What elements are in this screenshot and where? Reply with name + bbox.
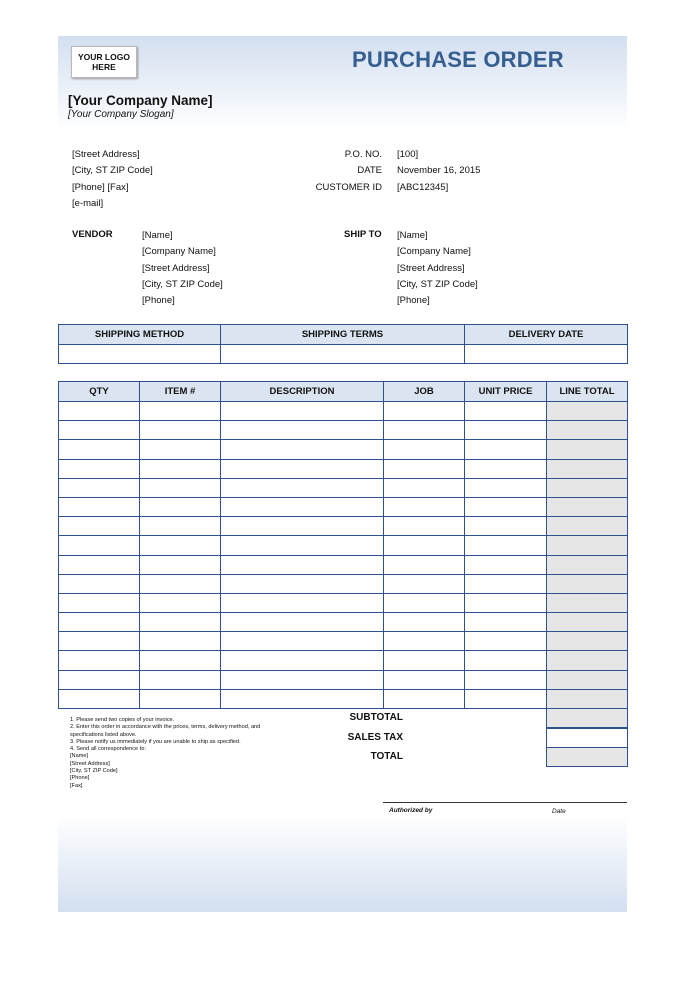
description-cell[interactable] [221,632,384,651]
item-number-cell[interactable] [140,574,221,593]
job-cell[interactable] [384,402,465,421]
total-label: TOTAL [370,751,403,762]
description-cell[interactable] [221,670,384,689]
qty-cell[interactable] [59,478,140,497]
job-cell[interactable] [384,555,465,574]
qty-cell[interactable] [59,402,140,421]
item-number-cell[interactable] [140,689,221,708]
qty-cell[interactable] [59,613,140,632]
description-cell[interactable] [221,478,384,497]
delivery-date-cell[interactable] [465,345,628,364]
note-line: 2. Enter this order in accordance with the prices, terms, delivery method, and [70,724,261,731]
vendor-company[interactable]: [Company Name] [142,246,216,258]
description-cell[interactable] [221,517,384,536]
job-cell[interactable] [384,459,465,478]
unit-price-cell[interactable] [465,689,547,708]
job-cell[interactable] [384,689,465,708]
date-value[interactable]: November 16, 2015 [397,165,481,177]
job-cell[interactable] [384,593,465,612]
unit-price-cell[interactable] [465,536,547,555]
sales-tax-field[interactable] [546,728,628,748]
line-total-cell[interactable] [547,517,628,536]
note-line: specifications listed above. [70,731,137,738]
company-name[interactable]: [Your Company Name] [68,93,213,108]
unit-price-cell[interactable] [465,670,547,689]
unit-price-cell[interactable] [465,632,547,651]
vendor-street[interactable]: [Street Address] [142,262,210,274]
table-row [59,497,628,516]
table-row [59,632,628,651]
item-number-cell[interactable] [140,632,221,651]
signature-line [383,802,627,803]
company-slogan[interactable]: [Your Company Slogan] [68,109,174,120]
order-meta-labels [316,147,382,196]
shipping-table [58,324,628,364]
description-cell[interactable] [221,459,384,478]
job-cell[interactable] [384,670,465,689]
item-number-header: ITEM # [140,382,221,402]
street-address[interactable]: [Street Address] [72,149,140,160]
line-total-cell[interactable] [547,440,628,459]
line-total-cell[interactable] [547,421,628,440]
ship-to-city[interactable]: [City, ST ZIP Code] [397,278,478,290]
job-cell[interactable] [384,651,465,670]
item-number-cell[interactable] [140,670,221,689]
qty-header: QTY [59,382,140,402]
city-state-zip[interactable]: [City, ST ZIP Code] [72,165,153,177]
item-number-cell[interactable] [140,459,221,478]
ship-to-street[interactable]: [Street Address] [397,262,465,274]
unit-price-cell[interactable] [465,478,547,497]
vendor-label: VENDOR [72,229,113,240]
logo-text-line-1: YOUR LOGO [78,52,130,62]
line-total-cell[interactable] [547,478,628,497]
description-cell[interactable] [221,613,384,632]
line-total-cell[interactable] [547,459,628,478]
description-cell[interactable] [221,421,384,440]
unit-price-cell[interactable] [465,574,547,593]
item-number-cell[interactable] [140,593,221,612]
order-meta-values [397,147,480,196]
qty-cell[interactable] [59,651,140,670]
correspondence-address [70,753,330,789]
vendor-name[interactable]: [Name] [142,230,173,241]
line-total-header: LINE TOTAL [547,382,628,402]
delivery-date-header: DELIVERY DATE [465,325,628,345]
vendor-city[interactable]: [City, ST ZIP Code] [142,278,223,290]
unit-price-cell[interactable] [465,613,547,632]
unit-price-cell[interactable] [465,555,547,574]
customer-id-label: CUSTOMER ID [315,181,382,193]
line-total-cell[interactable] [547,402,628,421]
job-cell[interactable] [384,574,465,593]
table-row [59,593,628,612]
job-cell[interactable] [384,421,465,440]
note-line: 4. Send all correspondence to: [70,746,146,753]
email[interactable]: [e-mail] [72,197,104,209]
item-number-cell[interactable] [140,478,221,497]
total-field[interactable] [546,747,628,767]
item-number-cell[interactable] [140,555,221,574]
line-total-cell[interactable] [547,536,628,555]
line-total-cell[interactable] [547,689,628,708]
job-cell[interactable] [384,536,465,555]
qty-cell[interactable] [59,670,140,689]
correspondence-line[interactable]: [Street Address] [70,760,110,767]
item-number-cell[interactable] [140,536,221,555]
item-number-cell[interactable] [140,440,221,459]
qty-cell[interactable] [59,574,140,593]
line-total-cell[interactable] [547,555,628,574]
line-total-cell[interactable] [547,574,628,593]
job-cell[interactable] [384,517,465,536]
shipping-method-header: SHIPPING METHOD [59,325,221,345]
logo-text-line-2: HERE [92,62,116,72]
correspondence-line[interactable]: [Phone] [70,775,90,782]
table-row [59,459,628,478]
line-total-cell[interactable] [547,613,628,632]
description-cell[interactable] [221,689,384,708]
description-cell[interactable] [221,440,384,459]
ship-to-phone[interactable]: [Phone] [397,295,430,307]
line-total-cell[interactable] [547,632,628,651]
qty-cell[interactable] [59,421,140,440]
line-total-cell[interactable] [547,651,628,670]
qty-cell[interactable] [59,497,140,516]
shipping-terms-cell[interactable] [221,345,465,364]
description-cell[interactable] [221,497,384,516]
ship-to-address-block [397,228,478,309]
job-cell[interactable] [384,478,465,497]
ship-to-label: SHIP TO [344,229,382,240]
description-cell[interactable] [221,402,384,421]
date-label: DATE [357,165,382,177]
table-row [59,478,628,497]
table-row [59,421,628,440]
table-row [59,613,628,632]
item-number-cell[interactable] [140,651,221,670]
qty-cell[interactable] [59,536,140,555]
job-cell[interactable] [384,632,465,651]
phone-fax[interactable]: [Phone] [Fax] [72,181,129,193]
line-total-cell[interactable] [547,670,628,689]
table-row [59,670,628,689]
table-row [59,536,628,555]
purchase-order-page [58,36,627,912]
vendor-address-block [142,228,223,309]
qty-cell[interactable] [59,555,140,574]
line-total-cell[interactable] [547,593,628,612]
description-header: DESCRIPTION [221,382,384,402]
unit-price-header: UNIT PRICE [465,382,547,402]
job-header: JOB [384,382,465,402]
description-cell[interactable] [221,555,384,574]
customer-id-value[interactable]: [ABC12345] [397,181,449,193]
shipping-method-cell[interactable] [59,345,221,364]
qty-cell[interactable] [59,517,140,536]
unit-price-cell[interactable] [465,517,547,536]
table-row [59,517,628,536]
note-line: 3. Please notify us immediately if you are unable to ship as specified. [70,738,241,745]
signature-date-label: Date [552,808,566,815]
note-line: 1. Please send two copies of your invoice. [70,717,175,723]
company-address-block [72,147,153,212]
ship-to-company[interactable]: [Company Name] [397,246,471,258]
po-number-label: P.O. NO. [344,149,382,160]
table-row [59,402,628,421]
job-cell[interactable] [384,440,465,459]
unit-price-cell[interactable] [465,459,547,478]
item-number-cell[interactable] [140,517,221,536]
table-row [59,651,628,670]
item-number-cell[interactable] [140,421,221,440]
correspondence-line[interactable]: [Name] [70,753,89,760]
table-row [59,440,628,459]
logo-placeholder [71,46,137,78]
line-items-table [58,381,628,709]
vendor-phone[interactable]: [Phone] [142,295,175,307]
qty-cell[interactable] [59,440,140,459]
description-cell[interactable] [221,536,384,555]
qty-cell[interactable] [59,459,140,478]
document-title: PURCHASE ORDER [352,47,564,72]
item-number-cell[interactable] [140,613,221,632]
ship-to-name[interactable]: [Name] [397,230,428,241]
table-row [59,555,628,574]
unit-price-cell[interactable] [465,593,547,612]
po-number-value[interactable]: [100] [397,149,419,160]
item-number-cell[interactable] [140,402,221,421]
unit-price-cell[interactable] [465,651,547,670]
unit-price-cell[interactable] [465,402,547,421]
shipping-terms-header: SHIPPING TERMS [221,325,465,345]
unit-price-cell[interactable] [465,421,547,440]
description-cell[interactable] [221,593,384,612]
description-cell[interactable] [221,574,384,593]
authorized-by-label: Authorized by [389,807,433,814]
job-cell[interactable] [384,497,465,516]
unit-price-cell[interactable] [465,497,547,516]
table-row [59,689,628,708]
qty-cell[interactable] [59,593,140,612]
subtotal-label: SUBTOTAL [349,712,403,723]
unit-price-cell[interactable] [465,440,547,459]
line-total-cell[interactable] [547,497,628,516]
job-cell[interactable] [384,613,465,632]
item-number-cell[interactable] [140,497,221,516]
order-notes [70,717,330,790]
description-cell[interactable] [221,651,384,670]
qty-cell[interactable] [59,632,140,651]
correspondence-line[interactable]: [City, ST ZIP Code] [70,768,118,775]
correspondence-line[interactable]: [Fax] [70,782,83,789]
table-row [59,574,628,593]
sales-tax-label: SALES TAX [347,731,403,743]
qty-cell[interactable] [59,689,140,708]
subtotal-field[interactable] [546,708,628,728]
